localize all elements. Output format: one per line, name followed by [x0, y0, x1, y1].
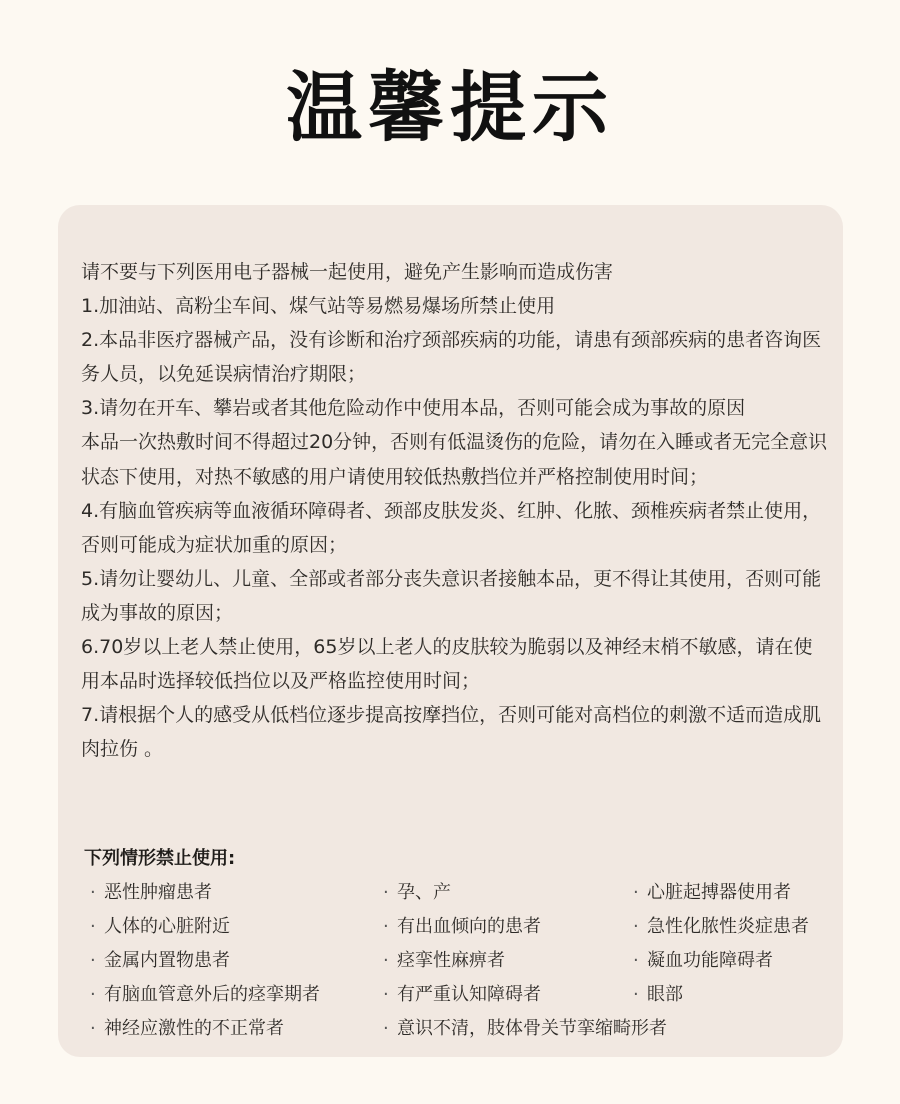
- prohibited-item: [633, 910, 840, 944]
- prohibited-item: [383, 1012, 667, 1046]
- prohibited-list: [90, 876, 840, 1046]
- notice-item-6: 6.70岁以上老人禁止使用，65岁以上老人的皮肤较为脆弱以及神经末梢不敏感，请在使用本品时选择较低挡位以及严格监控使用时间；: [81, 636, 813, 693]
- notice-item-3: 3.请勿在开车、攀岩或者其他危险动作中使用本品，否则可能会成为事故的原因: [81, 397, 746, 420]
- prohibited-item: [90, 1012, 383, 1046]
- notice-intro: 请不要与下列医用电子器械一起使用，避免产生影响而造成伤害: [81, 261, 614, 283]
- bullet-icon: ·: [90, 1018, 96, 1039]
- prohibited-item-empty: [633, 1012, 840, 1046]
- prohibited-item: [90, 910, 383, 944]
- notice-item-5: 5.请勿让婴幼儿、儿童、全部或者部分丧失意识者接触本品，更不得让其使用，否则可能成为事故的原因；: [81, 567, 822, 624]
- prohibited-item-label: 心脏起搏器使用者: [647, 882, 791, 903]
- prohibited-item: [633, 944, 840, 978]
- prohibited-row: [90, 876, 840, 910]
- bullet-icon: ·: [383, 950, 389, 971]
- prohibited-item-label: 有脑血管意外后的痉挛期者: [104, 984, 320, 1005]
- notice-item-3-extra: 本品一次热敷时间不得超过20分钟，否则有低温烫伤的危险，请勿在入睡或者无完全意识状态下使用，对热不敏感的用户请使用较低热敷挡位并严格控制使用时间；: [81, 431, 828, 488]
- prohibited-item: [383, 910, 633, 944]
- bullet-icon: ·: [383, 882, 389, 903]
- bullet-icon: ·: [383, 1018, 389, 1039]
- prohibited-row: [90, 944, 840, 978]
- prohibited-item: [90, 876, 383, 910]
- prohibited-item-label: 意识不清，肢体骨关节挛缩畸形者: [397, 1018, 667, 1039]
- notice-paragraphs: [81, 255, 831, 766]
- bullet-icon: ·: [90, 882, 96, 903]
- bullet-icon: ·: [90, 984, 96, 1005]
- prohibited-item: [90, 944, 383, 978]
- prohibited-item: [383, 876, 633, 910]
- prohibited-item-label: 孕、产: [397, 882, 451, 903]
- bullet-icon: ·: [383, 984, 389, 1005]
- prohibited-item: [633, 978, 840, 1012]
- notice-item-1: 1.加油站、高粉尘车间、煤气站等易燃易爆场所禁止使用: [81, 295, 556, 318]
- bullet-icon: ·: [633, 984, 639, 1005]
- prohibited-item: [633, 876, 840, 910]
- bullet-icon: ·: [633, 916, 639, 937]
- prohibited-item: [383, 978, 633, 1012]
- notice-item-2: 2.本品非医疗器械产品，没有诊断和治疗颈部疾病的功能，请患有颈部疾病的患者咨询医务人员，以免延误病情治疗期限；: [81, 329, 822, 386]
- prohibited-item-label: 人体的心脏附近: [104, 916, 230, 937]
- prohibited-item-label: 金属内置物患者: [104, 950, 230, 971]
- prohibited-row: [90, 978, 840, 1012]
- prohibited-heading: 下列情形禁止使用:: [84, 848, 236, 869]
- prohibited-item: [383, 944, 633, 978]
- notice-item-4: 4.有脑血管疾病等血液循环障碍者、颈部皮肤发炎、红肿、化脓、颈椎疾病者禁止使用，否则可能成为症状加重的原因；: [81, 499, 822, 556]
- prohibited-item-label: 眼部: [647, 984, 683, 1005]
- prohibited-item-label: 有严重认知障碍者: [397, 984, 541, 1005]
- bullet-icon: ·: [383, 916, 389, 937]
- prohibited-item-label: 恶性肿瘤患者: [104, 882, 212, 903]
- bullet-icon: ·: [633, 950, 639, 971]
- bullet-icon: ·: [633, 882, 639, 903]
- bullet-icon: ·: [90, 916, 96, 937]
- prohibited-item-label: 急性化脓性炎症患者: [647, 916, 809, 937]
- prohibited-item-label: 神经应激性的不正常者: [104, 1018, 284, 1039]
- prohibited-row: [90, 1012, 840, 1046]
- page-title: 温馨提示: [286, 63, 614, 152]
- notice-item-7: 7.请根据个人的感受从低档位逐步提高按摩挡位，否则可能对高档位的刺激不适而造成肌肉拉伤 。: [81, 704, 822, 761]
- prohibited-item: [90, 978, 383, 1012]
- prohibited-item-label: 痉挛性麻痹者: [397, 950, 505, 971]
- prohibited-item-label: 凝血功能障碍者: [647, 950, 773, 971]
- bullet-icon: ·: [90, 950, 96, 971]
- prohibited-row: [90, 910, 840, 944]
- prohibited-item-label: 有出血倾向的患者: [397, 916, 541, 937]
